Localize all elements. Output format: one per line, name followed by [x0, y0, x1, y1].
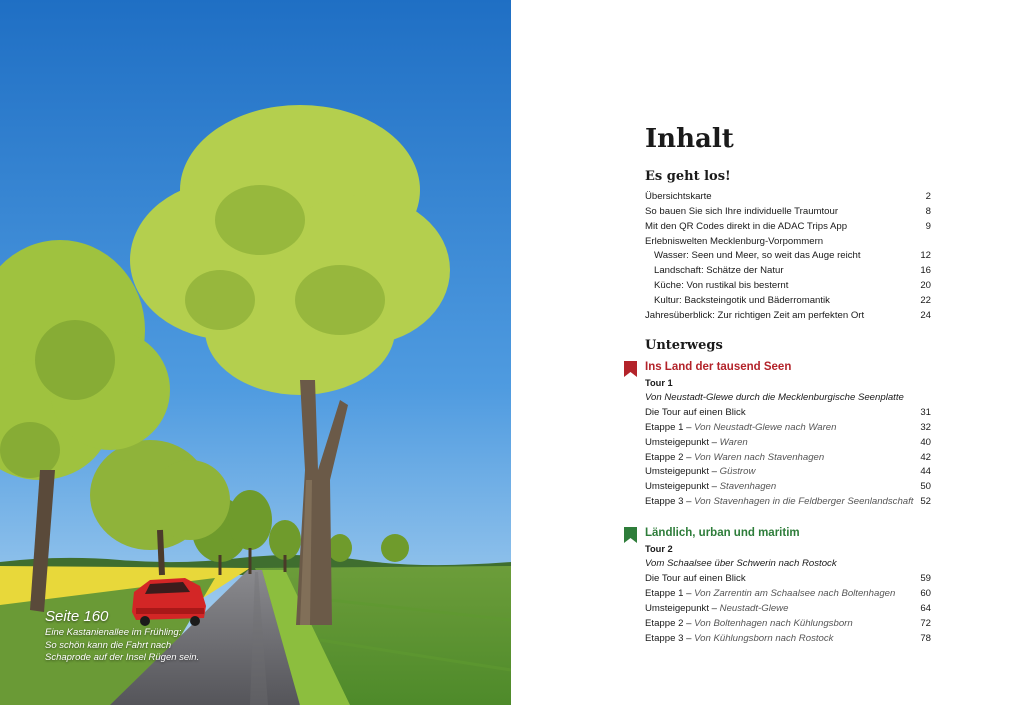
- page-number: 22: [920, 295, 931, 306]
- page-number: 78: [920, 633, 931, 644]
- toc-entry[interactable]: Etappe 1 – Von Neustadt-Glewe nach Waren 32: [645, 422, 931, 433]
- toc-entry[interactable]: Jahresüberblick: Zur richtigen Zeit am perfekten Ort 24: [645, 310, 931, 321]
- page-number: 20: [920, 280, 931, 291]
- page-number: 64: [920, 603, 931, 614]
- toc-entry[interactable]: Umsteigepunkt – Stavenhagen 50: [645, 481, 931, 492]
- bookmark-flag-icon: [624, 527, 637, 543]
- toc-entry[interactable]: Etappe 1 – Von Zarrentin am Schaalsee nach Boltenhagen 60: [645, 588, 931, 599]
- page-number: 8: [925, 206, 931, 217]
- section-heading-unterwegs: Unterwegs: [645, 338, 723, 353]
- page-number: 50: [920, 481, 931, 492]
- toc-entry[interactable]: Kultur: Backsteingotik und Bäderromantik 22: [654, 295, 931, 306]
- page-number: 40: [920, 437, 931, 448]
- tour-route: Vom Schaalsee über Schwerin nach Rostock: [645, 558, 837, 569]
- caption-line: Schaprode auf der Insel Rügen sein.: [45, 652, 200, 663]
- toc-entry[interactable]: Umsteigepunkt – Güstrow 44: [645, 466, 931, 477]
- page-number: 60: [920, 588, 931, 599]
- tour-route: Von Neustadt-Glewe durch die Mecklenburgische Seenplatte: [645, 392, 904, 403]
- caption-line: Eine Kastanienallee im Frühling:: [45, 627, 182, 638]
- tour-title[interactable]: Ländlich, urban und maritim: [645, 527, 800, 539]
- bookmark-flag-icon: [624, 361, 637, 377]
- page-number: 2: [925, 191, 931, 202]
- toc-entry[interactable]: Umsteigepunkt – Neustadt-Glewe 64: [645, 603, 931, 614]
- page-number: 9: [925, 221, 931, 232]
- toc-entry[interactable]: Übersichtskarte 2: [645, 191, 931, 202]
- page-number: 72: [920, 618, 931, 629]
- page-number: 44: [920, 466, 931, 477]
- page-title: Inhalt: [645, 124, 734, 154]
- page-number: 59: [920, 573, 931, 584]
- page-number: 42: [920, 452, 931, 463]
- toc-entry[interactable]: So bauen Sie sich Ihre individuelle Traumtour 8: [645, 206, 931, 217]
- toc-entry[interactable]: Küche: Von rustikal bis besternt 20: [654, 280, 931, 291]
- page-number: 32: [920, 422, 931, 433]
- toc-entry[interactable]: Etappe 2 – Von Boltenhagen nach Kühlungsborn 72: [645, 618, 931, 629]
- photo-caption: [45, 607, 245, 665]
- page-number: 31: [920, 407, 931, 418]
- toc-entry[interactable]: Erlebniswelten Mecklenburg-Vorpommern: [645, 236, 824, 247]
- toc-entry[interactable]: Die Tour auf einen Blick 59: [645, 573, 931, 584]
- toc-entry[interactable]: Umsteigepunkt – Waren 40: [645, 437, 931, 448]
- page-number: 52: [920, 496, 931, 507]
- page-number: 12: [920, 250, 931, 261]
- section-heading-es-geht-los: Es geht los!: [645, 169, 731, 184]
- toc-entry[interactable]: Etappe 2 – Von Waren nach Stavenhagen 42: [645, 452, 931, 463]
- toc-entry[interactable]: Etappe 3 – Von Kühlungsborn nach Rostock 78: [645, 633, 931, 644]
- page-number: 16: [920, 265, 931, 276]
- caption-title: Seite 160: [45, 608, 109, 625]
- toc-entry[interactable]: Mit den QR Codes direkt in die ADAC Trips App 9: [645, 221, 931, 232]
- toc-entry[interactable]: Etappe 3 – Von Stavenhagen in die Feldberger Seenlandschaft 52: [645, 496, 931, 507]
- toc-entry[interactable]: Landschaft: Schätze der Natur 16: [654, 265, 931, 276]
- tour-label: Tour 1: [645, 378, 673, 388]
- toc-entry[interactable]: Wasser: Seen und Meer, so weit das Auge reicht 12: [654, 250, 931, 261]
- tour-title[interactable]: Ins Land der tausend Seen: [645, 361, 792, 373]
- caption-line: So schön kann die Fahrt nach: [45, 639, 172, 651]
- tour-label: Tour 2: [645, 544, 673, 554]
- page-number: 24: [920, 310, 931, 321]
- toc-entry[interactable]: Die Tour auf einen Blick 31: [645, 407, 931, 418]
